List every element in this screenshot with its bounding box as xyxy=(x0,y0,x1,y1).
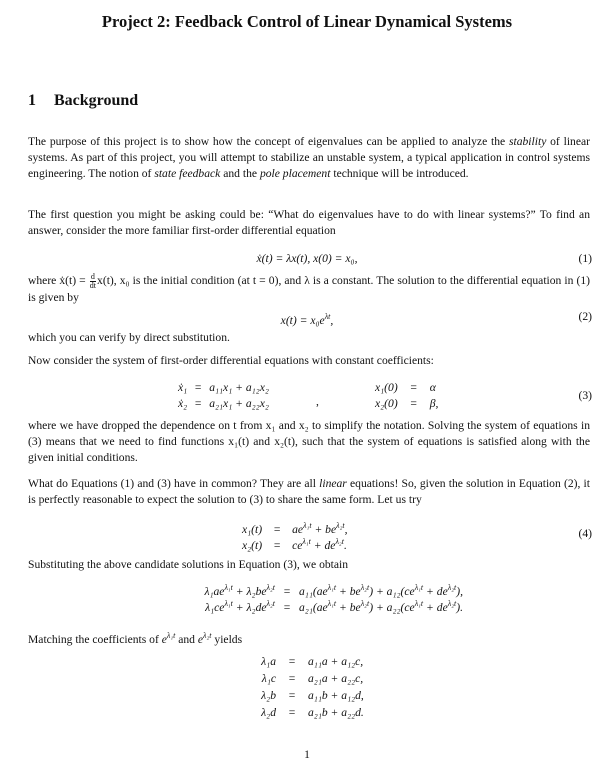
equation-2-exponent: λt xyxy=(324,312,331,321)
eq6-row3-lhs: λ₂b xyxy=(261,689,276,702)
section-number: 1 xyxy=(28,92,36,109)
eq5-row2-equals: = xyxy=(283,600,291,614)
p7-em-linear: linear xyxy=(319,477,347,490)
p1-text-a: The purpose of this project is to show how the concept of eigenvalues can be applied to analyze the xyxy=(28,135,509,148)
section-heading xyxy=(28,92,138,110)
eq6-row1-lhs: λ₁a xyxy=(261,655,276,668)
paragraph-common xyxy=(28,476,590,508)
eq3-comma: , xyxy=(316,395,319,408)
eq3-ic2-lhs: x₂(0) xyxy=(375,397,398,410)
fraction-top: d xyxy=(90,272,95,281)
p9-exp-2: $e^{\lambda_2t}$ xyxy=(197,631,212,646)
eq3-row2-equals: = xyxy=(194,397,202,410)
eq4-row-2 xyxy=(242,534,347,553)
eq6-row-3 xyxy=(246,688,364,703)
paragraph-question: The first question you might be asking could be: “What do eigenvalues have to do with linear systems?” To find an answer, consider the more familiar first-order differential equation xyxy=(28,208,590,237)
page-number: 1 xyxy=(304,748,310,761)
eq4-row2-equals: = xyxy=(273,538,281,552)
equation-2-number: (2) xyxy=(578,310,592,323)
paragraph-dependence: where we have dropped the dependence on t from x₁ and x₂ to simplify the notation. Solving the system of equations in (3) means that we need to find functions x₁(t) and x₂(t), such that the system of equations is satisfied along with the given initial conditions. xyxy=(28,419,590,464)
equation-5 xyxy=(0,580,614,614)
eq5-row1-rhs: $a_{11}(ae^{\lambda_1t} + be^{\lambda_2t}) + a_{12}(ce^{\lambda_1t} + de^{\lambda_2t})$, xyxy=(299,583,463,598)
eq6-row4-rhs: a₂₁b + a₂₂d. xyxy=(308,706,364,719)
equation-3 xyxy=(0,380,614,414)
p3-text-b: x(t), x₀ is the initial condition (at t = 0), and λ is a constant. The solution to the differential equation in (1) is given by xyxy=(28,274,591,304)
paragraph-verify: which you can verify by direct substitution. xyxy=(28,331,230,344)
eq3-ic2-comma: , xyxy=(435,397,439,410)
eq6-row1-rhs: a₁₁a + a₁₂c, xyxy=(308,655,364,668)
eq3-ic-1 xyxy=(375,380,436,395)
eq3-ic1-equals: = xyxy=(410,381,417,394)
p1-text-d: technique will be introduced. xyxy=(330,166,469,180)
p9-exp-1: $e^{\lambda_1t}$ xyxy=(161,631,176,646)
eq3-row1-equals: = xyxy=(194,381,202,394)
eq6-row-1 xyxy=(246,654,363,669)
equation-2-tail: , xyxy=(330,313,334,327)
eq6-row2-lhs: λ₁c xyxy=(261,672,276,685)
p7-text-a: What do Equations (1) and (3) have in common? They are all xyxy=(28,477,320,490)
p9-text-a: Matching the coefficients of xyxy=(28,632,162,646)
eq5-row2-lhs: $\lambda_1ce^{\lambda_1t} + \lambda_2de^{\lambda_2t}$ xyxy=(205,599,275,614)
eq6-row3-rhs: a₁₁b + a₁₂d, xyxy=(308,689,364,702)
equation-2-body xyxy=(0,309,614,328)
eq3-row1-rhs: a₁₁x₁ + a₁₂x₂ xyxy=(209,381,269,394)
equation-1-number: (1) xyxy=(578,252,592,265)
eq5-row1-equals: = xyxy=(283,584,291,598)
eq3-ic2-rhs: β xyxy=(429,397,436,410)
eq6-row2-rhs: a₂₁a + a₂₂c, xyxy=(308,672,364,685)
eq3-ic1-rhs: α xyxy=(429,381,436,394)
section-title: Background xyxy=(54,92,139,109)
eq3-row2-rhs: a₂₁x₁ + a₂₂x₂ xyxy=(209,397,269,410)
document-title: Project 2: Feedback Control of Linear Dynamical Systems xyxy=(101,12,513,31)
p1-em-state-feedback: state feedback xyxy=(154,166,221,180)
p3-text-a: where ẋ(t) = xyxy=(28,274,89,288)
paragraph-matching xyxy=(28,628,590,648)
eq4-row2-rhs: $ce^{\lambda_1t} + de^{\lambda_2t}$. xyxy=(292,537,347,552)
eq3-row1-lhs: ẋ₁ xyxy=(178,381,188,394)
eq4-row1-lhs: x₁(t) xyxy=(242,522,263,536)
eq3-row2-lhs: ẋ₂ xyxy=(178,397,188,410)
eq5-row2-rhs: $a_{21}(ae^{\lambda_1t} + be^{\lambda_2t}) + a_{22}(ce^{\lambda_1t} + de^{\lambda_2t})$. xyxy=(299,599,463,614)
eq6-row4-lhs: λ₂d xyxy=(261,706,276,719)
eq3-row-2 xyxy=(178,396,269,411)
paragraph-purpose xyxy=(28,134,590,181)
eq6-row3-equals: = xyxy=(288,689,296,702)
eq3-ic2-equals: = xyxy=(410,397,417,410)
eq3-ic1-lhs: x₁(0) xyxy=(375,381,398,394)
eq3-row-1 xyxy=(178,380,269,395)
equation-2-main: x(t) = x₀e xyxy=(280,313,325,327)
eq5-row1-lhs: $\lambda_1ae^{\lambda_1t} + \lambda_2be^{\lambda_2t}$ xyxy=(204,583,275,598)
p1-text-b: of linear systems. As part of this project, you will attempt to stabilize an unstable system, a typical application in control systems engineering. The notion of xyxy=(28,135,590,180)
eq5-row-2 xyxy=(160,596,463,615)
equation-4-number: (4) xyxy=(578,527,592,540)
eq3-ic-2 xyxy=(375,396,438,411)
p9-text-b: and xyxy=(175,632,198,646)
eq4-row2-lhs: x₂(t) xyxy=(242,538,263,552)
paragraph-substitute: Substituting the above candidate solutions in Equation (3), we obtain xyxy=(28,558,349,571)
equation-4 xyxy=(0,518,614,552)
p7-text-b: equations! So, given the solution in Equation (2), it is perfectly reasonable to expect the solution to (3) to share the same form. Let us try xyxy=(28,477,591,506)
eq6-row4-equals: = xyxy=(288,706,296,719)
eq6-row2-equals: = xyxy=(288,672,296,685)
eq4-row1-equals: = xyxy=(273,522,281,536)
p1-em-stability: stability xyxy=(508,135,547,148)
p9-text-c: yields xyxy=(211,632,243,646)
p1-em-pole-placement: pole placement xyxy=(259,166,331,180)
paragraph-system: Now consider the system of first-order differential equations with constant coefficients: xyxy=(28,354,434,367)
eq6-row-4 xyxy=(246,705,364,720)
equation-6 xyxy=(0,654,614,722)
eq6-row1-equals: = xyxy=(288,655,296,668)
paragraph-initial-condition xyxy=(28,273,590,306)
p1-text-c: and the xyxy=(220,166,260,180)
equation-1-body: ẋ(t) = λx(t), x(0) = x₀, xyxy=(256,252,358,265)
derivative-fraction xyxy=(90,273,96,290)
eq6-row-2 xyxy=(246,671,363,686)
fraction-bottom: dt xyxy=(89,281,97,290)
eq4-row1-rhs: $ae^{\lambda_1t} + be^{\lambda_2t}$, xyxy=(292,521,348,536)
equation-3-number: (3) xyxy=(578,389,592,402)
